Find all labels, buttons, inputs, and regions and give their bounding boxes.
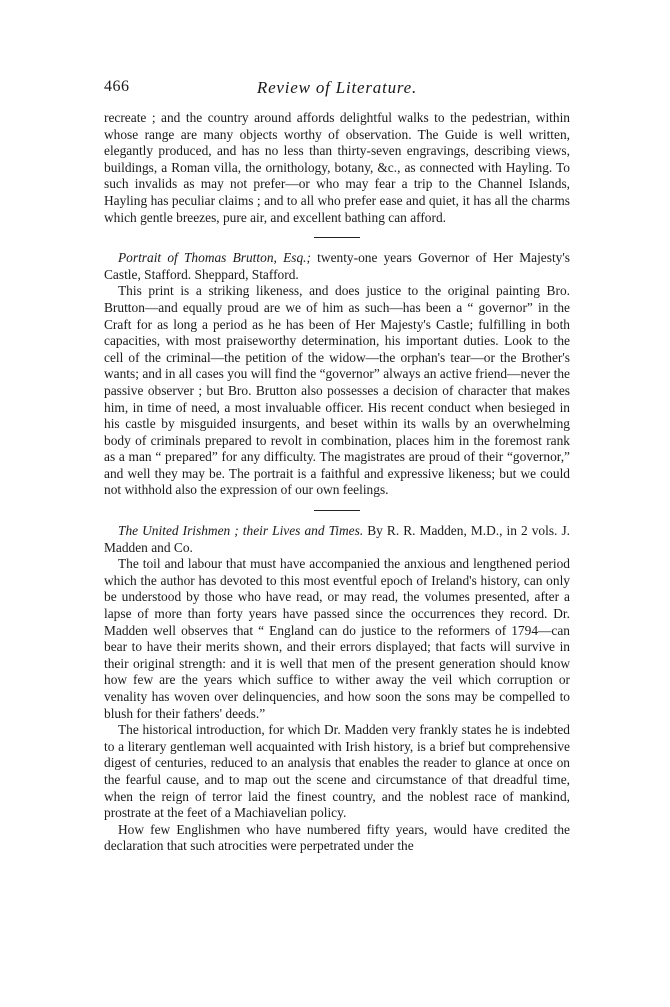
entry-paragraph: How few Englishmen who have numbered fifty years, would have credited the declaration that such atrocities were perpetrated under the bbox=[104, 821, 570, 854]
entry-citation: By R. R. Madden, M.D., in 2 vols. J. Madden and Co. bbox=[104, 523, 570, 555]
entry-title: The United Irishmen ; their Lives and Times. bbox=[118, 523, 364, 539]
running-title: Review of Literature. bbox=[256, 78, 418, 97]
entry-citation: twenty-one years Governor of Her Majesty's Castle, Stafford. Sheppard, Stafford. bbox=[104, 250, 570, 282]
section-divider bbox=[314, 510, 360, 511]
entry-paragraph: This print is a striking likeness, and does justice to the original painting Bro. Brutton—and equally proud are we of him as such—has been a “ governor” in the Craft for as long a period as he has been of Her Majesty's Castle; fulfilling in both capacities, with most praiseworthy determination, his important duties. Look to the cell of the criminal—the petition of the widow—the orphan's tear—or the Brother's wants; and in all cases you will find the “governor” always an active friend—never the passive observer ; but Bro. Brutton also possesses a decision of character that makes him, in time of need, a most invaluable officer. His recent conduct when besieged in his castle by misguided insurgents, and beset within its walls by an overwhelming body of criminals prepared to revolt in combination, places him in the foremost rank as a man “ prepared” for any difficulty. The magistrates are proud of their “governor,” and well they may be. The portrait is a faithful and expressive likeness; but we could not withhold also the expression of our own feelings. bbox=[104, 283, 570, 498]
entry-paragraph: The historical introduction, for which Dr. Madden very frankly states he is indebted to a literary gentleman well acquainted with Irish history, is a brief but comprehensive digest of centuries, reduced to an analysis that enables the reader to glance at once on the fearful cause, and to map out the scene and circumstance of that dreadful time, when the reign of terror laid the finest country, and the noblest race of mankind, prostrate at the feet of a Machiavelian policy. bbox=[104, 722, 570, 821]
entry-heading bbox=[104, 250, 570, 283]
review-entry-portrait bbox=[104, 250, 570, 499]
entry-title: Portrait of Thomas Brutton, Esq.; bbox=[118, 250, 311, 266]
page bbox=[104, 78, 570, 855]
entry-heading bbox=[104, 523, 570, 556]
page-number: 466 bbox=[104, 78, 130, 95]
intro-paragraph: recreate ; and the country around affords delightful walks to the pedestrian, within whose range are many objects worthy of observation. The Guide is well written, elegantly produced, and has no less than thirty-seven engravings, describing views, buildings, a Roman villa, the ornithology, botany, &c., as connected with Hayling. To such invalids as may not prefer—or who may fear a trip to the Channel Islands, Hayling has peculiar claims ; and to all who prefer ease and quiet, it has all the charms which gentle breezes, pure air, and excellent bathing can afford. bbox=[104, 110, 570, 225]
page-header bbox=[104, 78, 570, 102]
entry-paragraph: The toil and labour that must have accompanied the anxious and lengthened period which the author has devoted to this most eventful epoch of Ireland's history, can only be understood by those who have read, or may read, the volumes presented, after a lapse of more than forty years have passed since the occurrences they record. Dr. Madden well observes that “ England can do justice to the reformers of 1794—can bear to have their merits shown, and their errors displayed; that facts will survive in their original strength: and it is well that men of the present generation should know how few are the years which suffice to wither away the veil which corruption or venality has woven over delinquencies, and how soon the sons may be compelled to blush for their fathers' deeds.” bbox=[104, 556, 570, 721]
review-entry-united-irishmen bbox=[104, 523, 570, 855]
section-divider bbox=[314, 237, 360, 238]
